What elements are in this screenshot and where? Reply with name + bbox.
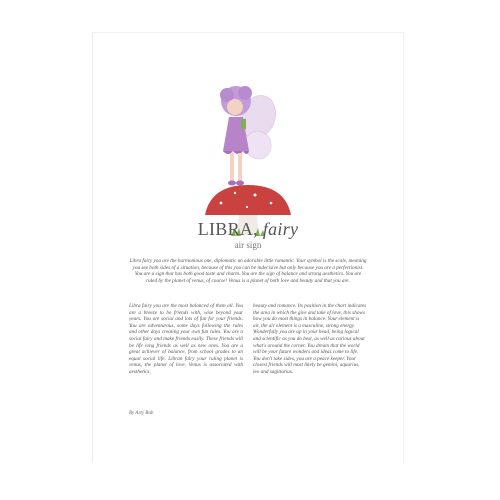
page-title bbox=[93, 219, 403, 240]
body-column-left: Libra fairy you are the most balanced of them all. You are a breeze to be friends with, wise beyond your years. You are social and lots of fun for your friends. You are adventurous, some days following the rules and other days creating your own fun rules. You are a social fairy and make friends easily. These friends will be life long friends as well as new ones. You are a great achiever of balance, from school grades to an equal social life. Libran fairy your ruling planet is venus, the planet of love. Venus is associated with aesthetics, bbox=[129, 303, 243, 375]
fairy-sash bbox=[241, 119, 246, 129]
fairy-hair-curl bbox=[238, 86, 252, 100]
mushroom-spot bbox=[270, 202, 273, 205]
fairy-on-mushroom-illustration bbox=[203, 79, 293, 241]
mushroom-spot bbox=[220, 202, 223, 205]
fairy-face bbox=[227, 99, 243, 115]
title-accent: fairy bbox=[262, 219, 299, 239]
author-byline: By Arty Bub bbox=[129, 411, 154, 416]
fairy-leg-right bbox=[238, 153, 242, 181]
title-sign: LIBRA, bbox=[197, 219, 258, 239]
fairy-leg-left bbox=[230, 153, 234, 181]
fairy-shoe-left bbox=[228, 181, 236, 186]
mushroom-spot bbox=[254, 194, 257, 197]
document-page bbox=[92, 32, 404, 462]
page-subtitle: air sign bbox=[234, 240, 262, 250]
fairy-shoe-right bbox=[236, 181, 244, 186]
fairy-dress-ruffle bbox=[223, 151, 249, 154]
fairy-illustration-svg bbox=[203, 79, 293, 241]
body-columns bbox=[129, 303, 367, 413]
mushroom-spot bbox=[234, 192, 236, 194]
body-column-right: beauty and romance. Its position in the chart indicates the area in which the give and take of love, this shows how you do most things in balance. Your element is air, the air element is a masculine, strong energy. Wonderfully you are up in your head, being logical and scientific as you do best, as well as curious about what's around the corner. You dream that the world will be your future wonders and ideas come to life. You don't take sides, you are a peace keeper. Your closest friends will most likely be gemini, aquarius, leo and sagittarius. bbox=[253, 303, 367, 375]
mushroom-spot bbox=[246, 206, 248, 208]
mushroom-cap bbox=[205, 185, 291, 215]
intro-paragraph: Libra fairy you are the harmonious one, diplomatic an adorable little romantic. Your symbol is the scale, meaning you see both sides of a situation, because of this you can be indecisive but only because you are a perfectionist. You are a sign that has both good taste and charm. You are the sign of balance and strong aesthetics. You are ruled by the planet of venus, of course! Venus is a planet of both love and beauty and that you are. bbox=[129, 258, 367, 284]
